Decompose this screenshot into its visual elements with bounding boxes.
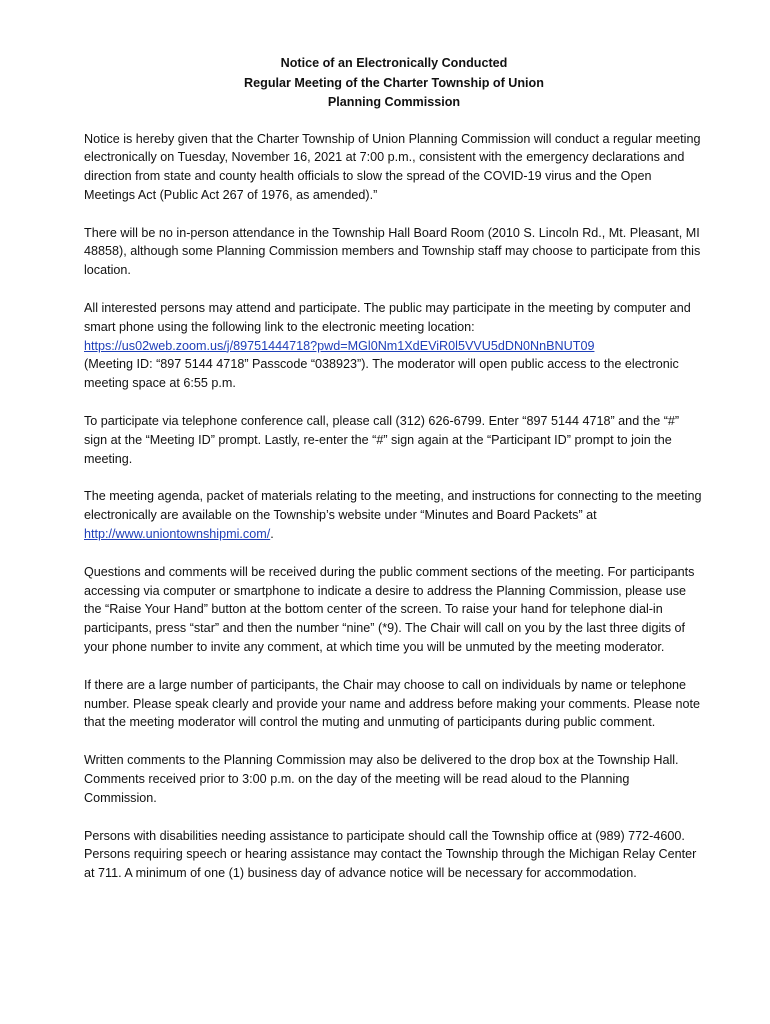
title-line-1: Notice of an Electronically Conducted [280, 56, 508, 70]
township-website-link[interactable]: http://www.uniontownshipmi.com/ [84, 527, 271, 542]
paragraph-in-person-attendance: There will be no in-person attendance in the Township Hall Board Room (2010 S. Lincoln Rd., Mt. Pleasant, MI 48858), although some Planning Commission members and Township staff may choose to participate from this location. [84, 225, 701, 278]
paragraph-meeting-notice: Notice is hereby given that the Charter Township of Union Planning Commission will conduct a regular meeting electronically on Tuesday, November 16, 2021 at 7:00 p.m., consistent with the emergency declarations and direction from state and county health officials to slow the spread of the COVID-19 virus and the Open Meetings Act (Public Act 267 of 1976, as amended).” [84, 131, 701, 202]
zoom-meeting-details: (Meeting ID: “897 5144 4718” Passcode “038923”). The moderator will open public access to the electronic meeting space at 6:55 p.m. [84, 357, 679, 391]
agenda-intro-text: The meeting agenda, packet of materials relating to the meeting, and instructions for connecting to the meeting electronically are available on the Township’s website under “Minutes and Board Packets” at [84, 489, 702, 523]
paragraph-disability-assistance: Persons with disabilities needing assistance to participate should call the Township office at (989) 772-4600. Persons requiring speech or hearing assistance may contact the Township through the Michigan Relay Center at 711. A minimum of one (1) business day of advance notice will be necessary for accommodation. [84, 828, 697, 881]
paragraph-agenda-materials [84, 487, 704, 543]
document-title [84, 54, 704, 113]
document-page [84, 54, 704, 902]
zoom-intro-text: All interested persons may attend and participate. The public may participate in the meeting by computer and smart phone using the following link to the electronic meeting location: [84, 301, 691, 334]
title-line-3: Planning Commission [327, 95, 461, 109]
paragraph-large-participation: If there are a large number of participants, the Chair may choose to call on individuals by name or telephone number. Please speak clearly and provide your name and address before making your comments. Please note that the meeting moderator will control the muting and unmuting of participants during public comment. [84, 677, 701, 730]
paragraph-zoom-participation [84, 299, 704, 393]
zoom-meeting-link[interactable]: https://us02web.zoom.us/j/89751444718?pwd=MGl0Nm1XdEViR0l5VVU5dDN0NnBNUT09 [84, 338, 595, 353]
paragraph-written-comments: Written comments to the Planning Commission may also be delivered to the drop box at the Township Hall. Comments received prior to 3:00 p.m. on the day of the meeting will be read aloud to the Planning Commission. [84, 753, 679, 805]
agenda-end-punct: . [270, 527, 274, 542]
paragraph-telephone-participation: To participate via telephone conference call, please call (312) 626-6799. Enter “897 5144 4718” and the “#” sign at the “Meeting ID” prompt. Lastly, re-enter the “#” sign again at the “Participant ID” prompt to join the meeting. [84, 414, 680, 466]
paragraph-questions-comments: Questions and comments will be received during the public comment sections of the meeting. For participants accessing via computer or smartphone to indicate a desire to address the Planning Commission, please use the “Raise Your Hand” button at the bottom center of the screen. To raise your hand for telephone dial-in participants, press “star” and then the number “nine” (*9). The Chair will call on you by the last three digits of your phone number to invite any comment, at which time you will be unmuted by the meeting moderator. [84, 564, 695, 655]
title-line-2: Regular Meeting of the Charter Township of Union [244, 75, 544, 90]
